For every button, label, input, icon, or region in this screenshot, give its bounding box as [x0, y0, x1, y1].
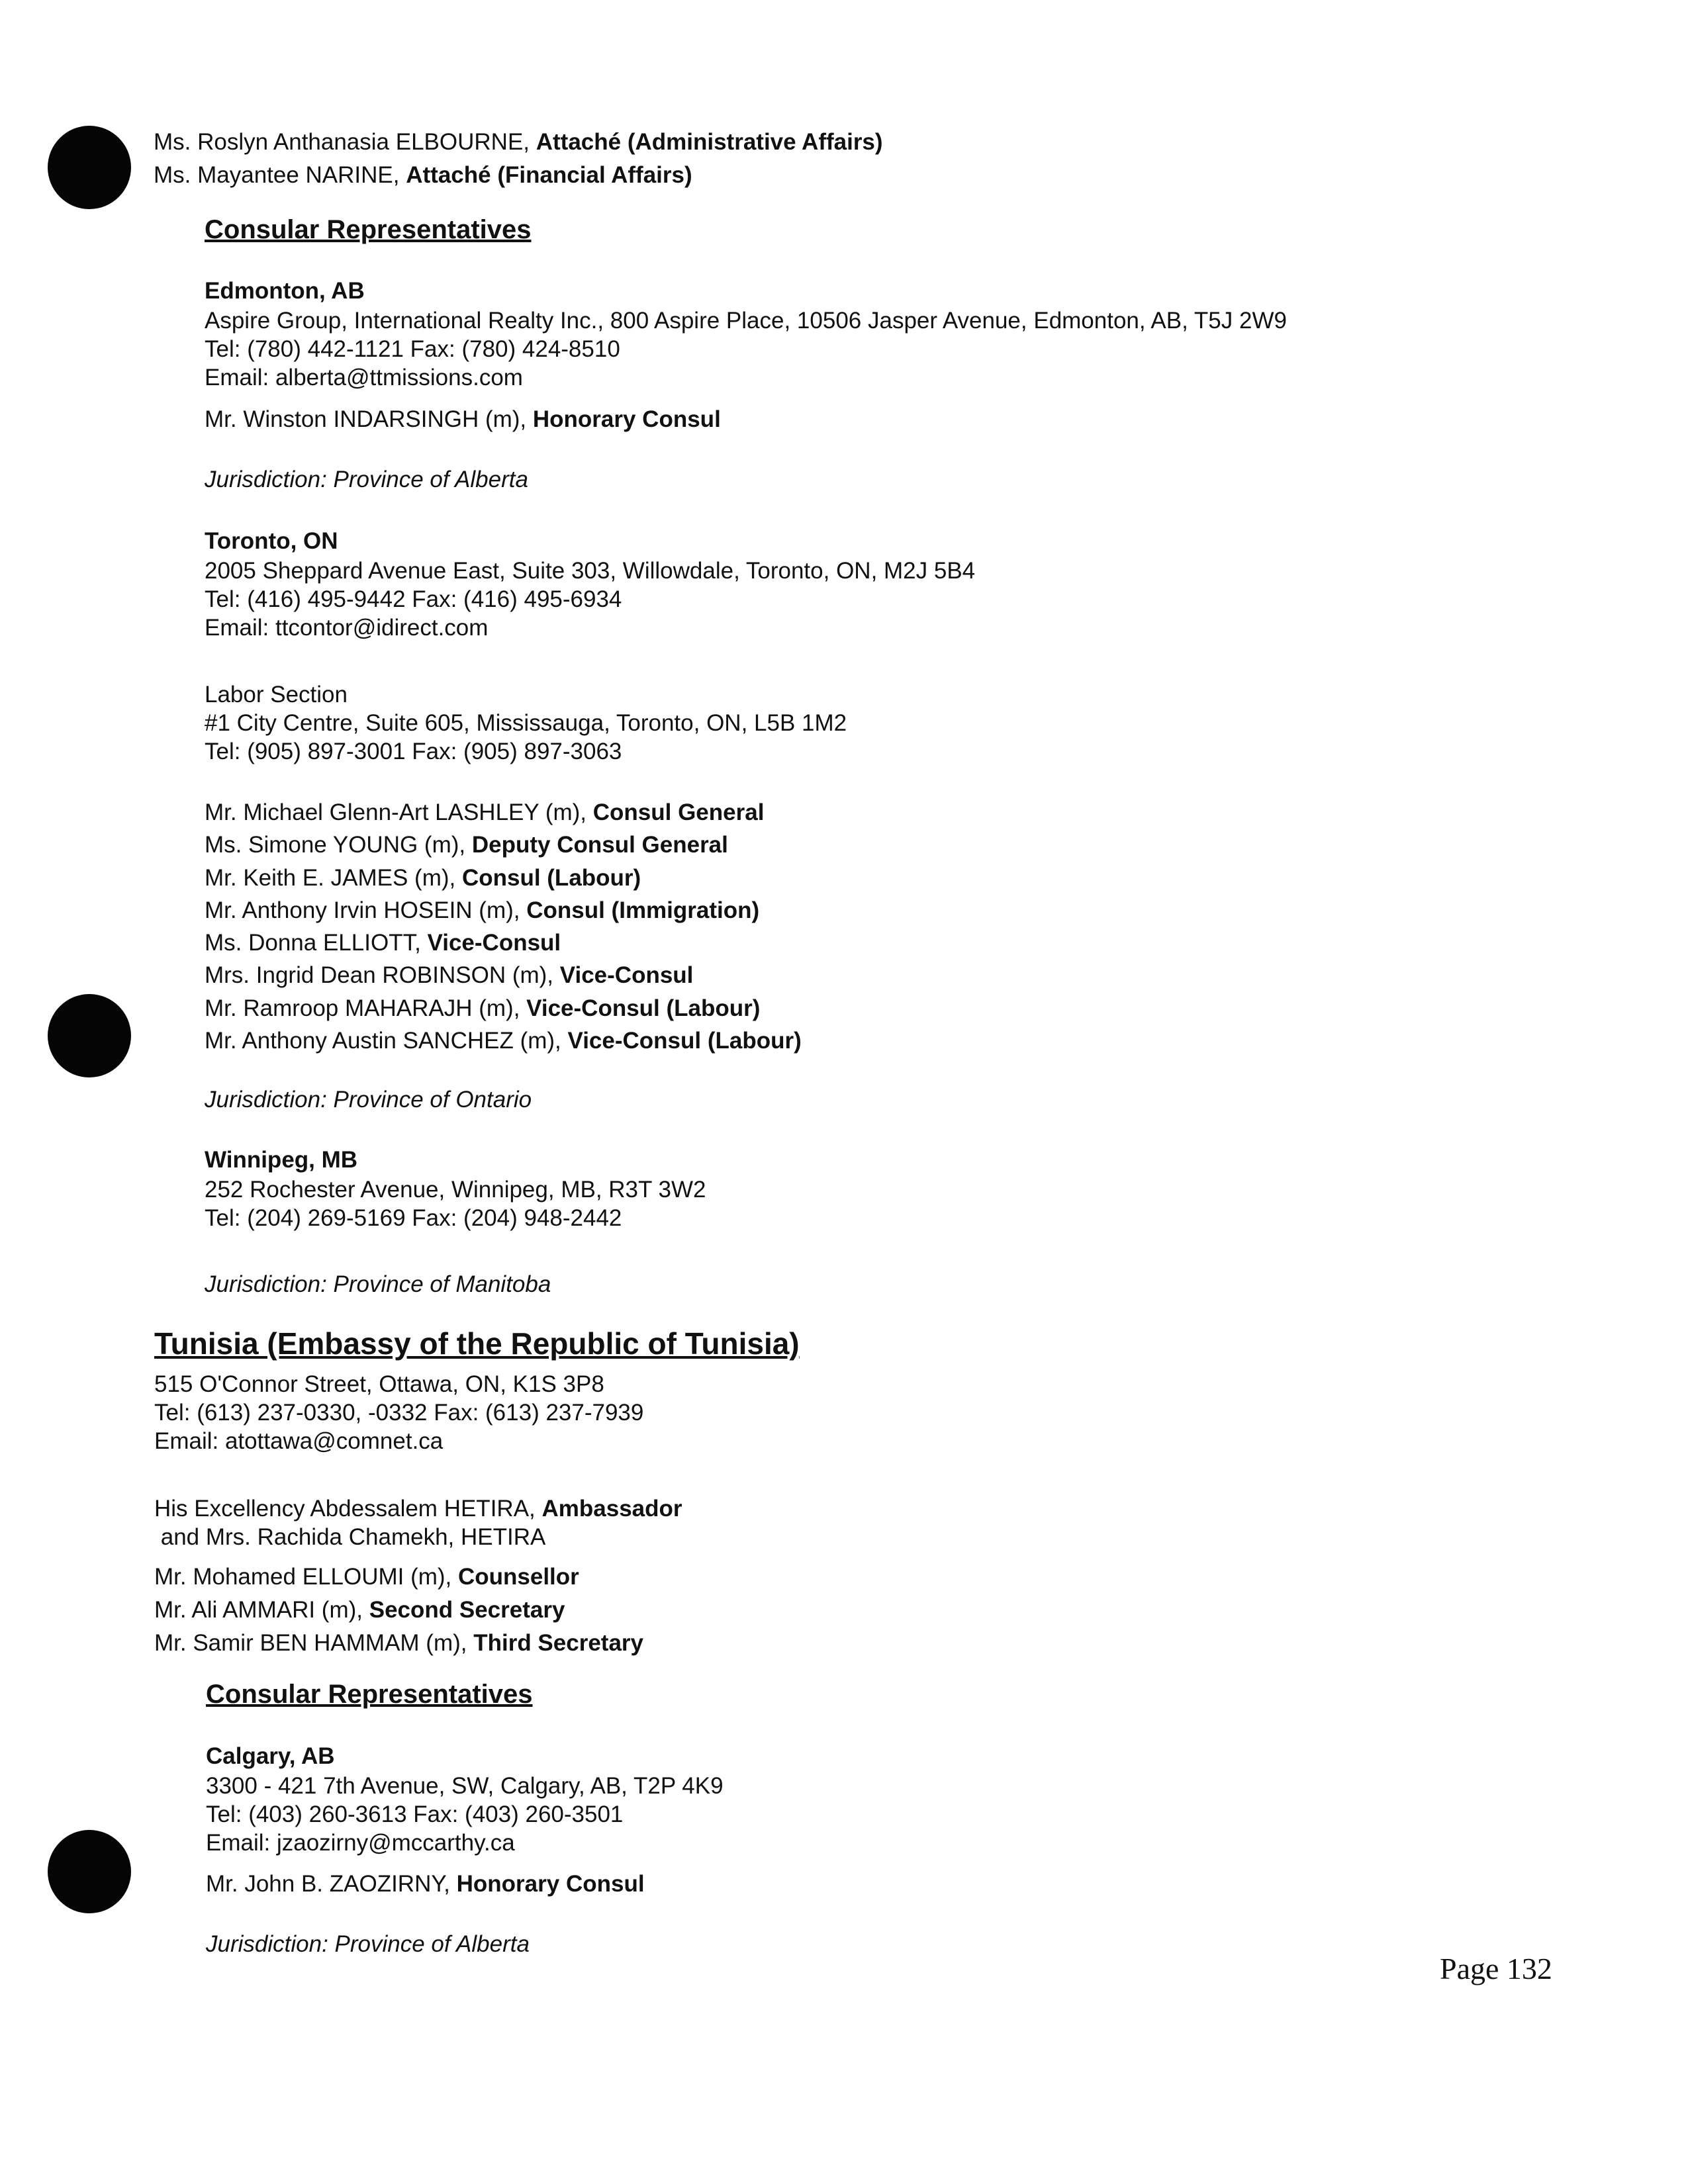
tel-fax: Tel: (780) 442-1121 Fax: (780) 424-8510 — [205, 336, 620, 362]
edmonton-contact — [205, 306, 1287, 392]
punch-hole-bottom — [48, 1830, 131, 1913]
labor-section — [205, 680, 847, 766]
jurisdiction-edmonton — [205, 467, 528, 493]
consular-heading: Consular Representatives — [205, 215, 532, 244]
staff-name: Ms. Roslyn Anthanasia ELBOURNE, — [154, 129, 536, 155]
toronto-staff-list — [205, 796, 802, 1057]
staff-title: Vice-Consul — [559, 962, 694, 989]
staff-line — [205, 959, 802, 991]
staff-line — [205, 1024, 802, 1057]
staff-name: Mr. Michael Glenn-Art LASHLEY (m), — [205, 799, 593, 825]
staff-line — [205, 829, 802, 861]
staff-name: Mr. Keith E. JAMES (m), — [205, 864, 462, 891]
email: Email: atottawa@comnet.ca — [154, 1428, 444, 1454]
jurisdiction-value: Province of Manitoba — [326, 1271, 551, 1297]
city-heading-edmonton: Edmonton, AB — [205, 278, 365, 304]
jurisdiction-toronto — [205, 1087, 532, 1113]
tel-fax: Tel: (613) 237-0330, -0332 Fax: (613) 237-7939 — [154, 1400, 644, 1426]
address: Aspire Group, International Realty Inc., 800 Aspire Place, 10506 Jasper Avenue, Edmonton, AB, T5J 2W9 — [205, 308, 1287, 334]
staff-name: Ms. Simone YOUNG (m), — [205, 832, 472, 858]
staff-name: Mr. Mohamed ELLOUMI (m), — [154, 1564, 458, 1590]
country-heading-tunisia: Tunisia (Embassy of the Republic of Tunisia) — [154, 1326, 800, 1361]
staff-line — [154, 126, 883, 159]
punch-hole-top — [48, 126, 131, 209]
consular-heading-tunisia: Consular Representatives — [206, 1680, 533, 1709]
staff-name: Mr. Ali AMMARI (m), — [154, 1597, 369, 1623]
address: 515 O'Connor Street, Ottawa, ON, K1S 3P8 — [154, 1371, 604, 1397]
staff-name: Mr. Samir BEN HAMMAM (m), — [154, 1630, 474, 1656]
tunisia-staff-list — [154, 1561, 643, 1660]
city-heading-winnipeg: Winnipeg, MB — [205, 1147, 358, 1173]
ambassador-name: His Excellency Abdessalem HETIRA, — [154, 1496, 542, 1522]
staff-title: Consul (Labour) — [461, 864, 641, 891]
ambassador-title: Ambassador — [541, 1496, 682, 1522]
labor-tel-fax: Tel: (905) 897-3001 Fax: (905) 897-3063 — [205, 739, 622, 764]
jurisdiction-winnipeg — [205, 1271, 551, 1298]
edmonton-rep — [205, 405, 721, 433]
staff-line — [205, 862, 802, 894]
staff-name: Mrs. Ingrid Dean ROBINSON (m), — [205, 962, 560, 989]
staff-title: Consul General — [592, 799, 765, 825]
staff-line — [154, 159, 883, 192]
labor-address: #1 City Centre, Suite 605, Mississauga, Toronto, ON, L5B 1M2 — [205, 710, 847, 736]
staff-title: Attaché (Administrative Affairs) — [536, 129, 883, 155]
staff-line — [205, 796, 802, 829]
staff-title: Vice-Consul (Labour) — [526, 995, 761, 1021]
staff-title: Vice-Consul (Labour) — [567, 1028, 802, 1054]
email: Email: jzaozirny@mccarthy.ca — [206, 1830, 515, 1856]
staff-name: Mr. Ramroop MAHARAJH (m), — [205, 995, 527, 1021]
staff-title: Attaché (Financial Affairs) — [406, 162, 692, 188]
address: 2005 Sheppard Avenue East, Suite 303, Willowdale, Toronto, ON, M2J 5B4 — [205, 558, 976, 584]
tunisia-ambassador — [154, 1494, 682, 1551]
jurisdiction-calgary — [206, 1931, 530, 1958]
email: Email: ttcontor@idirect.com — [205, 615, 489, 641]
staff-title: Vice-Consul — [427, 930, 561, 956]
staff-title: Third Secretary — [473, 1630, 643, 1656]
jurisdiction-label: Jurisdiction: — [205, 467, 327, 492]
staff-title: Consul (Immigration) — [526, 897, 760, 923]
top-staff-list — [154, 126, 883, 192]
staff-title: Deputy Consul General — [471, 832, 728, 858]
jurisdiction-value: Province of Ontario — [326, 1087, 532, 1113]
staff-title: Second Secretary — [369, 1597, 565, 1623]
rep-name: Mr. John B. ZAOZIRNY, — [206, 1871, 457, 1897]
city-heading-calgary: Calgary, AB — [206, 1743, 335, 1769]
staff-line — [205, 927, 802, 959]
punch-hole-middle — [48, 994, 131, 1077]
email: Email: alberta@ttmissions.com — [205, 365, 523, 390]
staff-line — [205, 894, 802, 927]
labor-section-label: Labor Section — [205, 682, 348, 707]
tunisia-contact — [154, 1370, 643, 1455]
staff-name: Mr. Anthony Irvin HOSEIN (m), — [205, 897, 527, 923]
rep-title: Honorary Consul — [532, 406, 721, 432]
tel-fax: Tel: (403) 260-3613 Fax: (403) 260-3501 — [206, 1801, 624, 1827]
jurisdiction-value: Province of Alberta — [328, 1931, 530, 1957]
calgary-contact — [206, 1772, 724, 1857]
tel-fax: Tel: (204) 269-5169 Fax: (204) 948-2442 — [205, 1205, 622, 1231]
staff-name: Ms. Donna ELLIOTT, — [205, 930, 428, 956]
jurisdiction-label: Jurisdiction: — [205, 1271, 327, 1297]
ambassador-spouse: and Mrs. Rachida Chamekh, HETIRA — [154, 1524, 546, 1550]
staff-name: Mr. Anthony Austin SANCHEZ (m), — [205, 1028, 568, 1054]
address: 3300 - 421 7th Avenue, SW, Calgary, AB, T2P 4K9 — [206, 1773, 724, 1799]
city-heading-toronto: Toronto, ON — [205, 528, 338, 554]
ambassador-line — [154, 1494, 682, 1523]
jurisdiction-label: Jurisdiction: — [205, 1087, 327, 1113]
jurisdiction-value: Province of Alberta — [326, 467, 528, 492]
page-number: Page 132 — [1440, 1952, 1552, 1985]
staff-line — [154, 1594, 643, 1627]
address: 252 Rochester Avenue, Winnipeg, MB, R3T 3W2 — [205, 1177, 706, 1203]
rep-title: Honorary Consul — [456, 1871, 645, 1897]
tel-fax: Tel: (416) 495-9442 Fax: (416) 495-6934 — [205, 586, 622, 612]
jurisdiction-label: Jurisdiction: — [206, 1931, 328, 1957]
rep-name: Mr. Winston INDARSINGH (m), — [205, 406, 533, 432]
staff-title: Counsellor — [457, 1564, 579, 1590]
winnipeg-contact — [205, 1175, 706, 1232]
calgary-rep — [206, 1870, 645, 1898]
staff-line — [205, 992, 802, 1024]
staff-line — [154, 1627, 643, 1660]
toronto-contact — [205, 557, 975, 642]
staff-name: Ms. Mayantee NARINE, — [154, 162, 406, 188]
staff-line — [154, 1561, 643, 1594]
